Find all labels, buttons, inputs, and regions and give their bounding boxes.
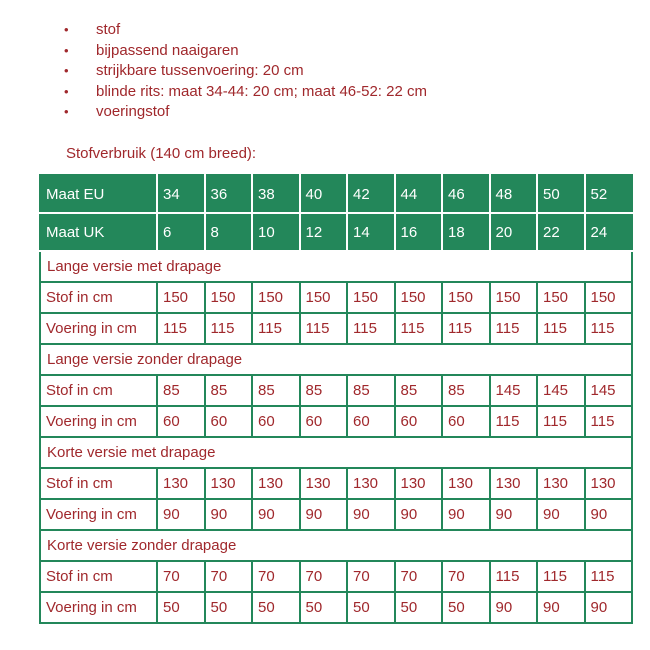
table-cell: 115 (300, 313, 348, 344)
size-header-cell: 36 (205, 175, 253, 213)
table-cell: 50 (347, 592, 395, 623)
table-row (40, 468, 632, 499)
size-header-cell: 48 (490, 175, 538, 213)
table-cell: 115 (442, 313, 490, 344)
table-cell: 50 (205, 592, 253, 623)
size-header-cell: 40 (300, 175, 348, 213)
bullet-icon: • (64, 83, 69, 99)
table-cell: 60 (395, 406, 443, 437)
table-cell: 70 (157, 561, 205, 592)
table-cell: 150 (252, 282, 300, 313)
table-cell: 130 (395, 468, 443, 499)
table-cell: 115 (537, 561, 585, 592)
table-cell: 90 (205, 499, 253, 530)
version-section-title: Lange versie zonder drapage (40, 344, 632, 375)
table-cell: 115 (252, 313, 300, 344)
table-row (40, 313, 632, 344)
size-header-cell: 50 (537, 175, 585, 213)
table-cell: 90 (490, 592, 538, 623)
table-cell: 130 (442, 468, 490, 499)
table-cell: 85 (347, 375, 395, 406)
size-header-cell: 14 (347, 213, 395, 251)
table-cell: 90 (252, 499, 300, 530)
materials-list (62, 20, 427, 123)
materials-item-label: bijpassend naaigaren (96, 41, 239, 59)
table-cell: 60 (157, 406, 205, 437)
version-section-row (40, 530, 632, 561)
table-cell: 115 (490, 313, 538, 344)
table-cell: 85 (395, 375, 443, 406)
table-cell: 150 (347, 282, 395, 313)
table-cell: 150 (205, 282, 253, 313)
table-cell: 85 (442, 375, 490, 406)
table-cell: 150 (442, 282, 490, 313)
size-header-cell: 42 (347, 175, 395, 213)
bullet-icon: • (64, 104, 69, 119)
row-label: Voering in cm (40, 592, 157, 623)
bullet-icon: • (64, 22, 69, 37)
size-header-cell: 16 (395, 213, 443, 251)
table-cell: 85 (252, 375, 300, 406)
size-header-label: Maat UK (40, 213, 157, 251)
table-cell: 60 (252, 406, 300, 437)
materials-item-label: voeringstof (96, 103, 170, 120)
size-header-cell: 18 (442, 213, 490, 251)
table-cell: 60 (347, 406, 395, 437)
version-section-row (40, 344, 632, 375)
size-header-cell: 6 (157, 213, 205, 251)
table-cell: 90 (490, 499, 538, 530)
table-cell: 150 (157, 282, 205, 313)
version-section-row (40, 437, 632, 468)
table-row (40, 282, 632, 313)
table-cell: 90 (585, 499, 633, 530)
table-cell: 150 (395, 282, 443, 313)
table-cell: 70 (347, 561, 395, 592)
materials-list-item (62, 102, 427, 123)
table-cell: 130 (490, 468, 538, 499)
table-cell: 115 (157, 313, 205, 344)
size-header-cell: 44 (395, 175, 443, 213)
version-section-title: Korte versie zonder drapage (40, 530, 632, 561)
materials-item-label: stof (96, 21, 121, 38)
materials-list-item (62, 41, 427, 62)
table-cell: 130 (205, 468, 253, 499)
materials-item-label: strijkbare tussenvoering: 20 cm (96, 62, 304, 79)
size-header-cell: 34 (157, 175, 205, 213)
table-cell: 70 (300, 561, 348, 592)
materials-list-item (62, 20, 427, 41)
bullet-icon: • (64, 42, 69, 58)
table-cell: 85 (300, 375, 348, 406)
table-cell: 90 (537, 592, 585, 623)
version-section-row (40, 251, 632, 282)
table-row (40, 375, 632, 406)
table-cell: 130 (347, 468, 395, 499)
version-section-title: Lange versie met drapage (40, 251, 632, 282)
fabric-usage-table (39, 174, 633, 624)
size-header-cell: 22 (537, 213, 585, 251)
row-label: Stof in cm (40, 561, 157, 592)
table-cell: 150 (300, 282, 348, 313)
table-cell: 145 (585, 375, 633, 406)
row-label: Stof in cm (40, 282, 157, 313)
table-cell: 150 (585, 282, 633, 313)
materials-list-item (62, 82, 427, 103)
table-cell: 90 (585, 592, 633, 623)
table-cell: 115 (537, 406, 585, 437)
fabric-usage-table-body (40, 175, 632, 623)
table-cell: 70 (205, 561, 253, 592)
table-cell: 70 (395, 561, 443, 592)
size-header-cell: 20 (490, 213, 538, 251)
table-cell: 60 (442, 406, 490, 437)
table-cell: 130 (537, 468, 585, 499)
table-cell: 50 (252, 592, 300, 623)
table-cell: 115 (585, 313, 633, 344)
table-cell: 145 (537, 375, 585, 406)
materials-list-item (62, 61, 427, 82)
table-cell: 90 (157, 499, 205, 530)
fabric-usage-caption: Stofverbruik (140 cm breed): (66, 145, 257, 162)
table-cell: 60 (300, 406, 348, 437)
table-cell: 115 (395, 313, 443, 344)
table-cell: 145 (490, 375, 538, 406)
table-cell: 70 (252, 561, 300, 592)
table-cell: 90 (395, 499, 443, 530)
materials-item-label: blinde rits: maat 34-44: 20 cm; maat 46-52: 22 cm (96, 82, 427, 100)
row-label: Voering in cm (40, 313, 157, 344)
version-section-title: Korte versie met drapage (40, 437, 632, 468)
row-label: Stof in cm (40, 375, 157, 406)
table-cell: 90 (442, 499, 490, 530)
row-label: Voering in cm (40, 499, 157, 530)
table-cell: 50 (442, 592, 490, 623)
table-cell: 50 (157, 592, 205, 623)
table-cell: 70 (442, 561, 490, 592)
table-cell: 90 (537, 499, 585, 530)
size-header-cell: 46 (442, 175, 490, 213)
table-cell: 130 (300, 468, 348, 499)
table-cell: 115 (490, 561, 538, 592)
size-header-cell: 24 (585, 213, 633, 251)
size-header-cell: 38 (252, 175, 300, 213)
table-cell: 150 (537, 282, 585, 313)
table-cell: 115 (537, 313, 585, 344)
table-cell: 115 (347, 313, 395, 344)
table-cell: 115 (490, 406, 538, 437)
table-cell: 130 (157, 468, 205, 499)
table-cell: 50 (395, 592, 443, 623)
size-header-row (40, 213, 632, 251)
row-label: Stof in cm (40, 468, 157, 499)
size-header-row (40, 175, 632, 213)
table-cell: 50 (300, 592, 348, 623)
table-cell: 130 (252, 468, 300, 499)
size-header-cell: 12 (300, 213, 348, 251)
table-cell: 60 (205, 406, 253, 437)
table-cell: 150 (490, 282, 538, 313)
table-cell: 85 (205, 375, 253, 406)
table-row (40, 499, 632, 530)
table-cell: 115 (205, 313, 253, 344)
row-label: Voering in cm (40, 406, 157, 437)
size-header-label: Maat EU (40, 175, 157, 213)
table-cell: 90 (347, 499, 395, 530)
size-header-cell: 8 (205, 213, 253, 251)
table-cell: 90 (300, 499, 348, 530)
table-row (40, 561, 632, 592)
table-cell: 85 (157, 375, 205, 406)
bullet-icon: • (64, 63, 69, 78)
table-row (40, 592, 632, 623)
table-cell: 115 (585, 561, 633, 592)
table-row (40, 406, 632, 437)
size-header-cell: 10 (252, 213, 300, 251)
table-cell: 130 (585, 468, 633, 499)
table-cell: 115 (585, 406, 633, 437)
size-header-cell: 52 (585, 175, 633, 213)
